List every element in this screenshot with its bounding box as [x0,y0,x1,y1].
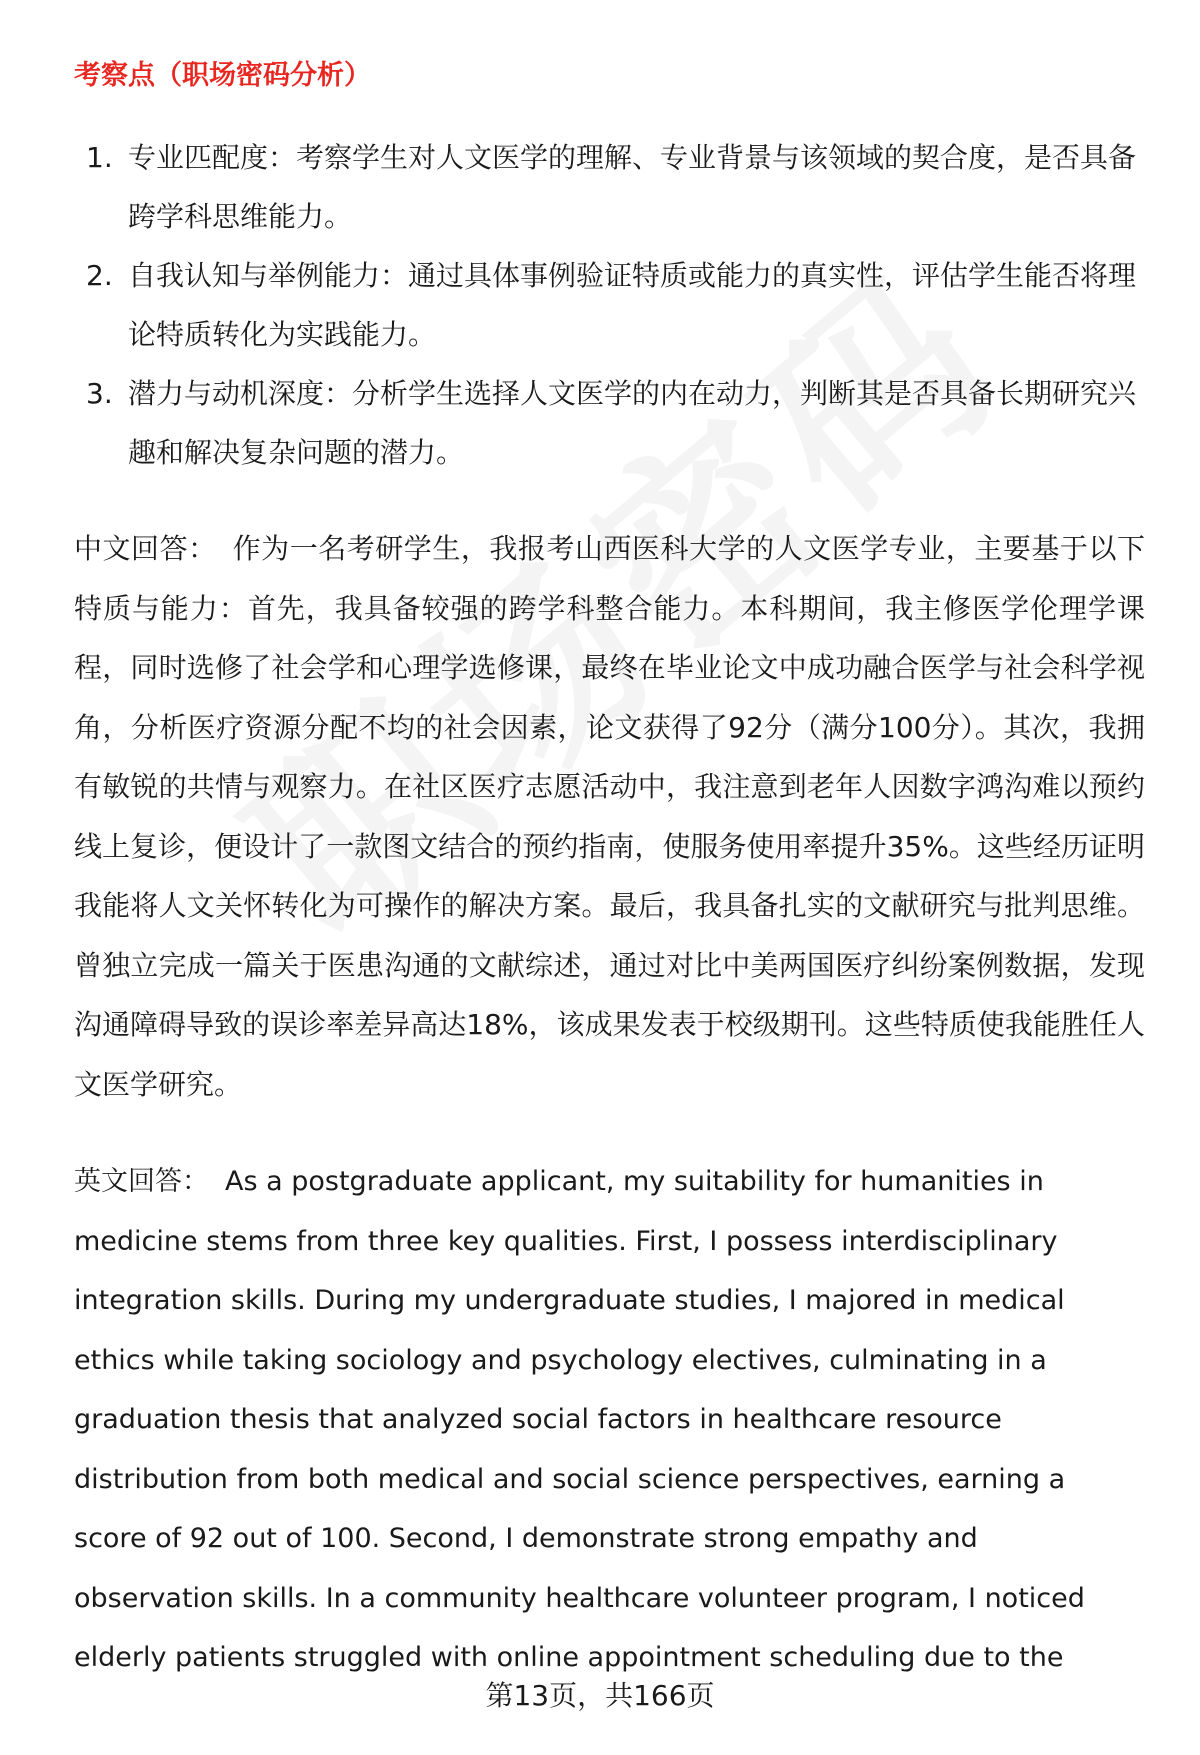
list-item-text: 专业匹配度：考察学生对人文医学的理解、专业背景与该领域的契合度，是否具备跨学科思维能力。 [128,141,1137,233]
english-answer-text: As a postgraduate applicant, my suitability for humanities in medicine stems from three key qualities. First, I possess interdisciplinary integration skills. During my undergraduate studies, I majored in medical ethics while taking sociology and psychology electives, culminating in a graduation thesis that analyzed social factors in healthcare resource distribution from both medical and social science perspectives, earning a score of 92 out of 100. Second, I demonstrate strong empathy and observation skills. In a community healthcare volunteer program, I noticed elderly patients struggled with online appointment scheduling due to the [74,1166,1085,1673]
assessment-points-list [74,128,1145,482]
list-item [74,128,1145,246]
chinese-answer-text: 作为一名考研学生，我报考山西医科大学的人文医学专业，主要基于以下特质与能力：首先，我具备较强的跨学科整合能力。本科期间，我主修医学伦理学课程，同时选修了社会学和心理学选修课，最终在毕业论文中成功融合医学与社会科学视角，分析医疗资源分配不均的社会因素，论文获得了92分（满分100分）。其次，我拥有敏锐的共情与观察力。在社区医疗志愿活动中，我注意到老年人因数字鸿沟难以预约线上复诊，便设计了一款图文结合的预约指南，使服务使用率提升35%。这些经历证明我能将人文关怀转化为可操作的解决方案。最后，我具备扎实的文献研究与批判思维。曾独立完成一篇关于医患沟通的文献综述，通过对比中美两国医疗纠纷案例数据，发现沟通障碍导致的误诊率差异高达18%，该成果发表于校级期刊。这些特质使我能胜任人文医学研究。 [74,532,1145,1101]
list-item-number: 3. [86,377,113,410]
list-item [74,246,1145,364]
english-answer-label: 英文回答： [74,1166,209,1197]
list-item [74,364,1145,482]
chinese-answer-paragraph [74,519,1145,1114]
list-item-number: 2. [86,259,113,292]
chinese-answer-label: 中文回答： [74,532,217,565]
section-heading: 考察点（职场密码分析） [74,60,371,91]
list-item-number: 1. [86,141,113,174]
list-item-text: 自我认知与举例能力：通过具体事例验证特质或能力的真实性，评估学生能否将理论特质转化为实践能力。 [128,259,1137,351]
english-answer-paragraph [74,1152,1145,1688]
page-number-footer: 第13页，共166页 [485,1679,715,1712]
list-item-text: 潜力与动机深度：分析学生选择人文医学的内在动力，判断其是否具备长期研究兴趣和解决复杂问题的潜力。 [128,377,1137,469]
